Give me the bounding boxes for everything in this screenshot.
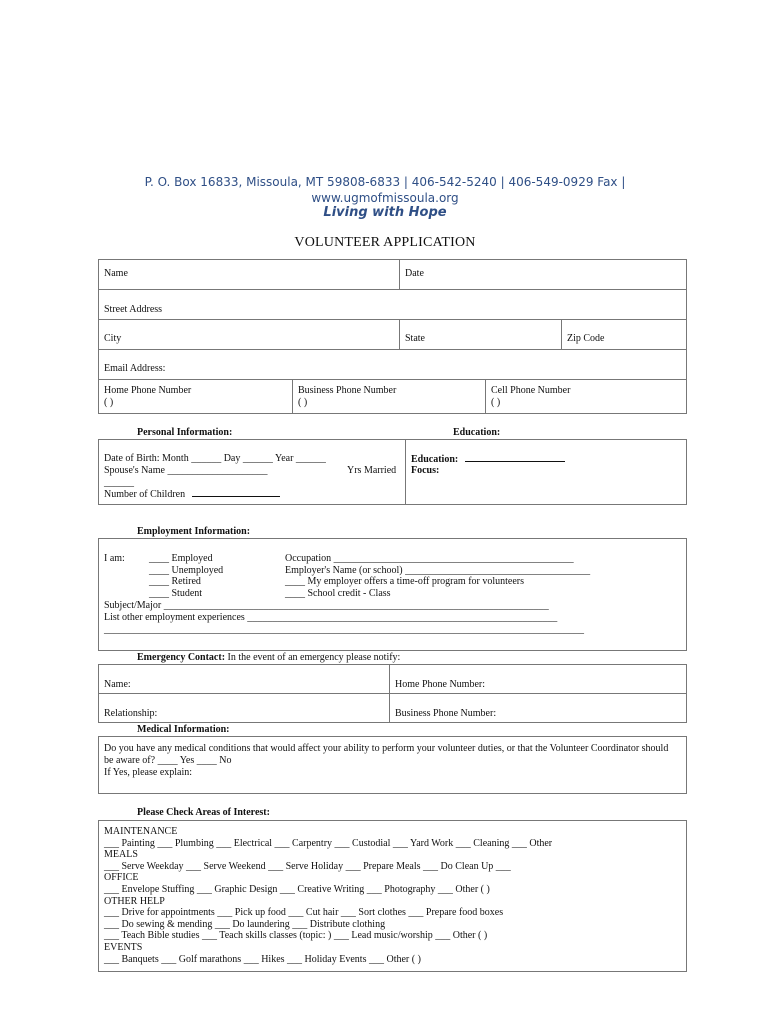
home-phone-area-code[interactable]: ( )	[104, 397, 114, 408]
number-of-children-label: Number of Children	[104, 489, 186, 500]
employed-option[interactable]: ____ Employed	[149, 553, 213, 564]
personal-info-box	[98, 439, 687, 505]
org-website: www.ugmofmissoula.org	[311, 191, 459, 205]
category-events: EVENTS	[104, 941, 143, 953]
education-heading: Education:	[453, 427, 501, 438]
email-field-label[interactable]: Email Address:	[104, 363, 166, 374]
employer-name-field[interactable]: Employer's Name (or school) _____________________________________	[285, 565, 591, 576]
medical-question: Do you have any medical conditions that would affect your ability to perform your volunteer duties, or that the Volunteer Coordinator should	[104, 743, 669, 754]
emergency-contact-note: In the event of an emergency please notify:	[227, 652, 401, 663]
student-option[interactable]: ____ Student	[149, 588, 203, 599]
children-row	[104, 488, 280, 500]
spouse-name-continuation: ______	[104, 477, 134, 488]
medical-explain-field[interactable]: If Yes, please explain:	[104, 767, 193, 778]
education-row	[411, 453, 565, 465]
medical-info-heading: Medical Information:	[137, 724, 230, 735]
interests-heading: Please Check Areas of Interest:	[137, 807, 270, 818]
years-married-field[interactable]: Yrs Married	[347, 465, 397, 476]
interests-list	[104, 826, 552, 965]
employment-info-box	[98, 538, 687, 651]
subject-major-field[interactable]: Subject/Major _____________________________________________________________________________	[104, 600, 549, 611]
school-credit-option[interactable]: ____ School credit - Class	[285, 588, 391, 599]
category-meals: MEALS	[104, 849, 138, 861]
office-options[interactable]: ___ Envelope Stuffing ___ Graphic Design ___ Creative Writing ___ Photography ___ Other ( )	[104, 883, 490, 895]
org-address-line: P. O. Box 16833, Missoula, MT 59808-6833 | 406-542-5240 | 406-549-0929 Fax |	[144, 175, 626, 189]
other-help-options-3[interactable]: ___ Teach Bible studies ___ Teach skills classes (topic: ) ___ Lead music/worship ___ Other ( )	[104, 930, 488, 942]
category-maintenance: MAINTENANCE	[104, 826, 178, 837]
number-of-children-line[interactable]	[192, 488, 280, 497]
employment-experiences-field[interactable]: List other employment experiences ______________________________________________________________	[104, 612, 558, 623]
personal-info-heading: Personal Information:	[137, 427, 233, 438]
date-of-birth-field[interactable]: Date of Birth: Month ______ Day ______ Year ______	[104, 453, 326, 464]
occupation-field[interactable]: Occupation ________________________________________________	[285, 553, 574, 564]
emergency-contact-heading: Emergency Contact:	[137, 652, 226, 663]
maintenance-options[interactable]: ___ Painting ___ Plumbing ___ Electrical ___ Carpentry ___ Custodial ___ Yard Work ___ Cleaning ___ Other	[104, 837, 553, 849]
zip-code-field-label[interactable]: Zip Code	[567, 333, 605, 344]
form-title: VOLUNTEER APPLICATION	[294, 235, 476, 250]
cell-phone-field-label[interactable]: Cell Phone Number	[491, 385, 571, 396]
interests-box	[98, 820, 687, 972]
emergency-relationship-field[interactable]: Relationship:	[104, 708, 158, 719]
medical-info-box	[98, 736, 687, 794]
other-help-options-1[interactable]: ___ Drive for appointments ___ Pick up food ___ Cut hair ___ Sort clothes ___ Prepare food boxes	[104, 907, 504, 919]
employment-info-heading: Employment Information:	[137, 526, 251, 537]
cell-phone-area-code[interactable]: ( )	[491, 397, 501, 408]
home-phone-field-label[interactable]: Home Phone Number	[104, 385, 192, 396]
other-help-options-2[interactable]: ___ Do sewing & mending ___ Do laundering ___ Distribute clothing	[104, 918, 386, 930]
events-options[interactable]: ___ Banquets ___ Golf marathons ___ Hikes ___ Holiday Events ___ Other ( )	[104, 953, 421, 965]
i-am-label: I am:	[104, 553, 125, 564]
spouse-name-field[interactable]: Spouse's Name ____________________	[104, 465, 268, 476]
unemployed-option[interactable]: ____ Unemployed	[149, 565, 224, 576]
employment-experiences-continuation[interactable]: ________________________________________________________________________________________________	[104, 624, 584, 635]
business-phone-field-label[interactable]: Business Phone Number	[298, 385, 397, 396]
city-field-label[interactable]: City	[104, 333, 122, 344]
emergency-business-phone-field[interactable]: Business Phone Number:	[395, 708, 497, 719]
retired-option[interactable]: ____ Retired	[149, 576, 201, 587]
contact-info-table	[98, 259, 687, 414]
emergency-home-phone-field[interactable]: Home Phone Number:	[395, 679, 485, 690]
emergency-name-field[interactable]: Name:	[104, 679, 131, 690]
medical-yes-no-options[interactable]: be aware of? ____ Yes ____ No	[104, 755, 232, 766]
emergency-contact-box	[98, 664, 687, 723]
education-line[interactable]	[465, 453, 565, 462]
name-field-label[interactable]: Name	[104, 268, 128, 279]
education-label: Education:	[411, 454, 459, 465]
category-other-help: OTHER HELP	[104, 895, 165, 907]
focus-label[interactable]: Focus:	[411, 465, 440, 476]
date-field-label[interactable]: Date	[405, 268, 424, 279]
org-tagline: Living with Hope	[323, 205, 447, 220]
emergency-contact-heading-row	[137, 652, 400, 663]
business-phone-area-code[interactable]: ( )	[298, 397, 308, 408]
time-off-program-option[interactable]: ____ My employer offers a time-off program for volunteers	[285, 576, 525, 587]
street-address-field-label[interactable]: Street Address	[104, 304, 163, 315]
meals-options[interactable]: ___ Serve Weekday ___ Serve Weekend ___ Serve Holiday ___ Prepare Meals ___ Do Clean Up ___	[104, 860, 511, 872]
category-office: OFFICE	[104, 872, 139, 884]
state-field-label[interactable]: State	[405, 333, 425, 344]
